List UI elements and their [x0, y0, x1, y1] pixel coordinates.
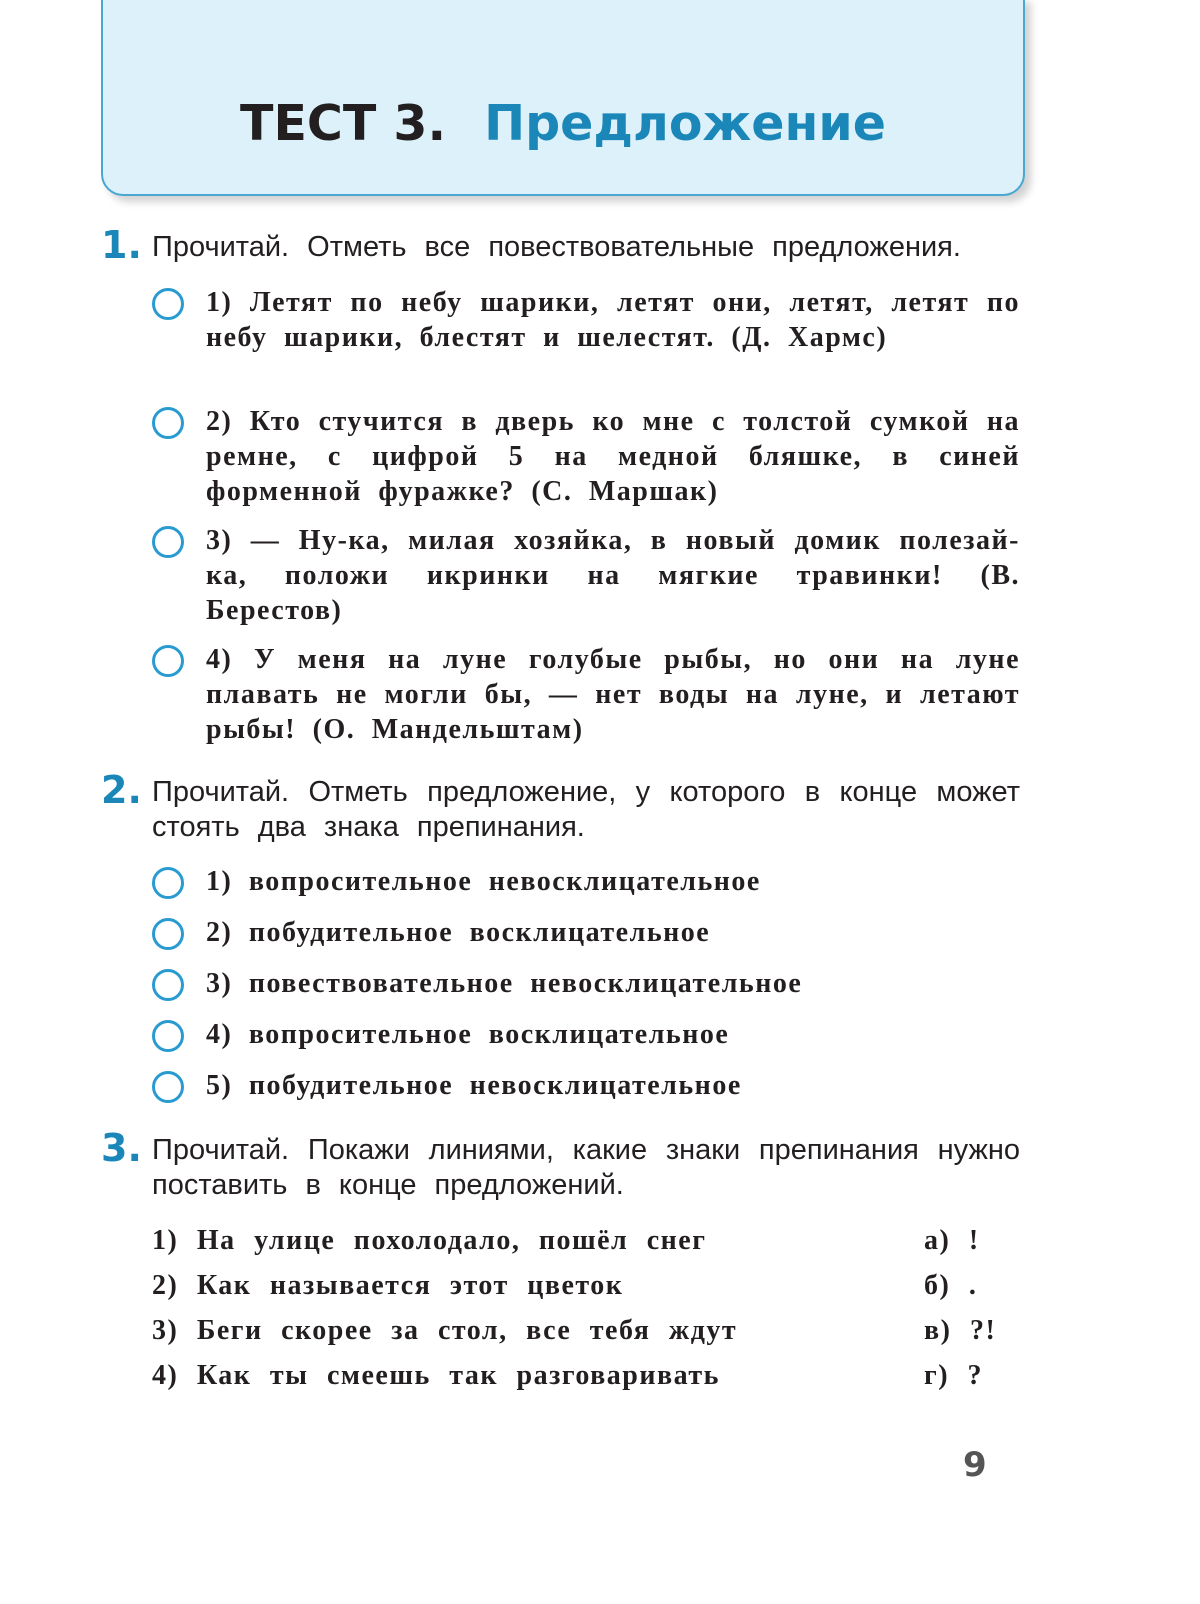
option-text: 1) Летят по небу шарики, летят они, летят, летят по небу шарики, блестят и шелестят. (Д. Хармс): [206, 287, 1020, 353]
task-instruction: Прочитай. Покажи линиями, какие знаки препинания нужно поставить в конце предложений.: [152, 1134, 1020, 1201]
radio-circle[interactable]: [152, 1071, 184, 1103]
option-text: 4) У меня на луне голубые рыбы, но они на луне плавать не могли бы, — нет воды на луне, и летают рыбы! (О. Мандельштам): [206, 644, 1020, 745]
match-row: [152, 1225, 1020, 1265]
task-number: 2.: [101, 768, 142, 812]
mark-c[interactable]: в) ?!: [924, 1315, 997, 1346]
page-title: [103, 94, 1023, 154]
sentence-3[interactable]: 3) Беги скорее за стол, все тебя ждут: [152, 1315, 738, 1346]
radio-circle[interactable]: [152, 407, 184, 439]
mark-d[interactable]: г) ?: [924, 1360, 984, 1391]
match-row: [152, 1270, 1020, 1310]
sentence-4[interactable]: 4) Как ты смеешь так разговаривать: [152, 1360, 720, 1391]
option-text: 3) — Ну-ка, милая хозяйка, в новый домик полезай-ка, положи икринки на мягкие травинки! (В. Берестов): [206, 525, 1020, 626]
option-text: 1) вопросительное невосклицательное: [206, 866, 761, 897]
page-number: 9: [963, 1445, 987, 1485]
radio-circle[interactable]: [152, 918, 184, 950]
title-banner: [101, 0, 1025, 196]
match-row: [152, 1315, 1020, 1355]
option-text: 2) Кто стучится в дверь ко мне с толстой сумкой на ремне, с цифрой 5 на медной бляшке, в синей форменной фуражке? (С. Маршак): [206, 406, 1020, 507]
task-instruction: Прочитай. Отметь предложение, у которого в конце может стоять два знака препинания.: [152, 776, 1020, 843]
option-text: 4) вопросительное восклицательное: [206, 1019, 730, 1050]
radio-circle[interactable]: [152, 969, 184, 1001]
mark-b[interactable]: б) .: [924, 1270, 978, 1301]
task-number: 1.: [101, 223, 142, 267]
radio-circle[interactable]: [152, 526, 184, 558]
task-instruction: Прочитай. Отметь все повествовательные предложения.: [152, 231, 961, 263]
sentence-2[interactable]: 2) Как называется этот цветок: [152, 1270, 624, 1301]
radio-circle[interactable]: [152, 645, 184, 677]
test-label: ТЕСТ 3.: [240, 95, 447, 152]
sentence-1[interactable]: 1) На улице похолодало, пошёл снег: [152, 1225, 707, 1256]
option-text: 2) побудительное восклицательное: [206, 917, 711, 948]
option-text: 3) повествовательное невосклицательное: [206, 968, 803, 999]
test-topic: Предложение: [484, 95, 886, 152]
radio-circle[interactable]: [152, 288, 184, 320]
task-number: 3.: [101, 1126, 142, 1170]
option-text: 5) побудительное невосклицательное: [206, 1070, 742, 1101]
radio-circle[interactable]: [152, 867, 184, 899]
radio-circle[interactable]: [152, 1020, 184, 1052]
mark-a[interactable]: а) !: [924, 1225, 980, 1256]
match-row: [152, 1360, 1020, 1400]
